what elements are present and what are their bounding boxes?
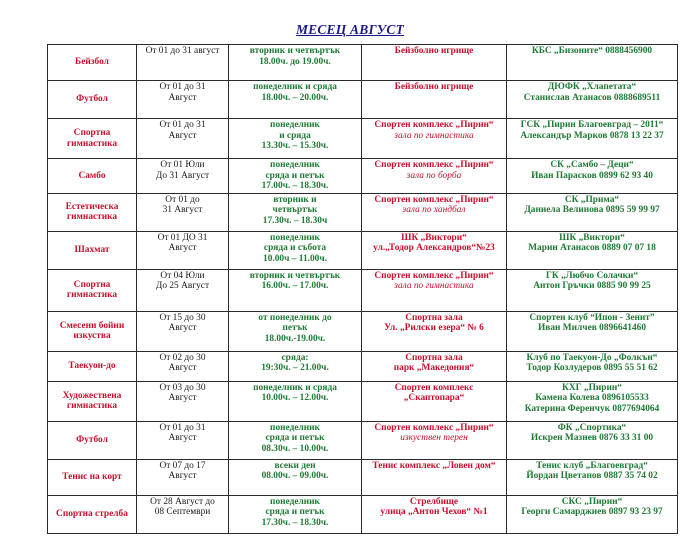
place-cell — [362, 269, 507, 311]
time-line: сряда: — [281, 352, 309, 363]
period-line: От 01 до 31 август — [145, 46, 220, 56]
period-line: От 07 до 17 — [159, 460, 206, 471]
period-cell — [137, 351, 229, 381]
page-title: МЕСЕЦ АВГУСТ — [295, 22, 405, 37]
contact-cell — [507, 381, 678, 421]
contact-line: КХГ „Пирин“ — [562, 382, 622, 393]
period-line: От 01 до 31 — [159, 422, 206, 433]
time-line: 10.00ч – 11.00ч. — [263, 253, 327, 264]
contact-line: Иван Парасков 0899 62 93 40 — [531, 170, 653, 181]
contact-cell — [507, 159, 678, 194]
time-cell — [229, 381, 362, 421]
time-line: 18.00ч.-19.00ч. — [264, 333, 326, 344]
time-cell — [229, 45, 362, 81]
place-cell — [362, 193, 507, 231]
period-line: От 28 Август до — [150, 496, 215, 507]
contact-cell — [507, 269, 678, 311]
contact-line: ГСК „Пирин Благоевград – 2011“ — [520, 120, 664, 130]
place-note: зала по борба — [406, 170, 462, 181]
table-row — [48, 421, 678, 459]
time-line: 10.00ч. – 12.00ч. — [261, 393, 329, 404]
place-name: улица „Антон Чехов“ №1 — [380, 507, 488, 518]
table-row — [48, 351, 678, 381]
sport-cell: Футбол — [48, 81, 137, 119]
sport-cell: Смесени бойни изкуства — [48, 311, 137, 351]
contact-cell — [507, 119, 678, 159]
sport-cell: Естетическа гимнастика — [48, 193, 137, 231]
place-note: зала по хандбал — [402, 205, 466, 216]
contact-line: СК „Самбо – Деци“ — [550, 160, 634, 170]
period-line: От 04 Юли — [160, 270, 205, 281]
table-row — [48, 459, 678, 495]
period-cell — [137, 311, 229, 351]
period-line: От 01 ДО 31 — [157, 232, 208, 243]
time-cell — [229, 495, 362, 533]
sport-cell: Футбол — [48, 421, 137, 459]
table-row — [48, 159, 678, 194]
time-line: 08.30ч. – 10.00ч. — [261, 443, 329, 454]
contact-line: Искрен Мазнев 0876 33 31 00 — [530, 433, 654, 444]
contact-line: Тодор Козлудеров 0895 55 51 62 — [526, 363, 658, 374]
contact-cell — [507, 81, 678, 119]
time-line: сряда и петък — [265, 507, 325, 518]
contact-cell — [507, 231, 678, 269]
table-row — [48, 81, 678, 119]
period-cell — [137, 269, 229, 311]
place-name: Стрелбище — [409, 496, 459, 507]
time-line: понеделник и сряда — [253, 382, 337, 393]
table-row — [48, 193, 678, 231]
time-line: 16.00ч. – 17.00ч. — [261, 281, 329, 292]
period-cell — [137, 45, 229, 81]
table-row — [48, 231, 678, 269]
time-line: 17.30ч. – 18.30ч. — [261, 517, 329, 528]
contact-line: Тенис клуб „Благоевград“ — [536, 460, 648, 471]
contact-line: СК „Прима“ — [564, 194, 620, 205]
place-cell — [362, 311, 507, 351]
table-row — [48, 381, 678, 421]
sport-cell: Спортна стрелба — [48, 495, 137, 533]
time-line: петък — [282, 323, 308, 334]
period-cell — [137, 193, 229, 231]
schedule-table-body — [48, 45, 678, 534]
table-row — [48, 311, 678, 351]
contact-line: Камена Колева 0896105533 — [535, 393, 649, 404]
period-line: 08 Септември — [154, 507, 211, 518]
place-cell — [362, 495, 507, 533]
table-row — [48, 119, 678, 159]
place-cell — [362, 159, 507, 194]
time-cell — [229, 81, 362, 119]
contact-line: КБС „Бизоните“ 0888456900 — [531, 46, 653, 56]
time-cell — [229, 119, 362, 159]
time-line: понеделник — [270, 496, 320, 507]
time-cell — [229, 269, 362, 311]
contact-line: Спортен клуб “Ипон - Зенит” — [529, 312, 655, 323]
contact-line: Александър Марков 0878 13 22 37 — [520, 130, 664, 141]
time-line: сряда и петък — [265, 170, 325, 181]
place-note: изкуствен терен — [400, 433, 468, 444]
period-line: От 03 до 30 — [159, 382, 206, 393]
contact-cell — [507, 351, 678, 381]
time-cell — [229, 231, 362, 269]
period-line: Август — [168, 433, 197, 444]
time-line: понеделник — [270, 120, 320, 130]
contact-cell — [507, 45, 678, 81]
place-name: Спортен комплекс — [394, 382, 474, 393]
time-cell — [229, 159, 362, 194]
table-row — [48, 45, 678, 81]
contact-line: СКС „Пирин“ — [561, 496, 623, 507]
period-line: Август — [168, 243, 197, 254]
place-name: Спортен комплекс „Пирин“ — [374, 160, 494, 170]
time-cell — [229, 421, 362, 459]
period-line: Август — [168, 323, 197, 334]
period-line: Август — [168, 471, 197, 482]
time-line: от понеделник до — [258, 312, 332, 323]
period-cell — [137, 421, 229, 459]
contact-line: ФК „Спортика“ — [557, 422, 627, 433]
time-line: сряда и събота — [263, 243, 327, 254]
period-line: Август — [168, 130, 197, 141]
contact-line: Станислав Атанасов 0888689511 — [523, 92, 661, 103]
time-line: и сряда — [279, 130, 311, 141]
place-name: ШК „Виктори“ — [401, 232, 467, 243]
contact-cell — [507, 311, 678, 351]
time-line: вторник и четвъртък — [249, 270, 341, 281]
period-line: От 01 до 31 — [159, 120, 206, 130]
time-line: четвъртък — [272, 205, 318, 216]
period-cell — [137, 231, 229, 269]
place-name: Спортна зала — [405, 312, 463, 323]
place-name: ул.„Тодор Александров“№23 — [373, 243, 495, 254]
place-note: зала по гимнастика — [394, 130, 474, 141]
period-line: От 02 до 30 — [159, 352, 206, 363]
period-line: Август — [168, 92, 197, 103]
contact-cell — [507, 459, 678, 495]
table-row — [48, 495, 678, 533]
contact-cell — [507, 495, 678, 533]
period-cell — [137, 495, 229, 533]
time-cell — [229, 459, 362, 495]
place-name: Спортен комплекс „Пирин“ — [374, 120, 494, 130]
sport-cell: Самбо — [48, 159, 137, 194]
time-line: 18.00ч. – 20.00ч. — [261, 92, 329, 103]
period-cell — [137, 381, 229, 421]
time-line: 08.00ч. – 09.00ч. — [261, 471, 329, 482]
sport-cell: Бейзбол — [48, 45, 137, 81]
period-line: До 25 Август — [155, 281, 210, 292]
place-cell — [362, 421, 507, 459]
contact-line: Даниела Велинова 0895 59 99 97 — [524, 205, 660, 216]
contact-line: Клуб по Таекуон-До „Фолкън“ — [526, 352, 658, 363]
period-line: 31 Август — [162, 205, 203, 216]
place-name: Спортна зала — [405, 352, 463, 363]
period-line: От 01 до 31 — [159, 82, 206, 92]
period-line: Август — [168, 363, 197, 374]
place-name: Тенис комплекс „Ловен дом“ — [372, 460, 496, 471]
place-cell — [362, 45, 507, 81]
time-line: 19:30ч. – 21.00ч. — [261, 363, 329, 374]
time-line: 18.00ч. до 19.00ч. — [259, 56, 331, 67]
time-line: 17.30ч. – 18.30ч — [262, 215, 328, 226]
time-line: сряда и петък — [265, 433, 325, 444]
place-cell — [362, 231, 507, 269]
contact-line: Иван Милчев 0896641460 — [537, 323, 647, 334]
time-cell — [229, 311, 362, 351]
place-cell — [362, 459, 507, 495]
time-line: 17.00ч. – 18.30ч. — [261, 181, 329, 192]
period-cell — [137, 81, 229, 119]
sport-cell: Таекуон-до — [48, 351, 137, 381]
contact-cell — [507, 193, 678, 231]
period-cell — [137, 119, 229, 159]
contact-line: Катерина Ференчук 0877694064 — [524, 403, 660, 414]
sport-cell: Шахмат — [48, 231, 137, 269]
place-name: Бейзболно игрище — [394, 82, 474, 92]
place-note: зала по гимнастика — [394, 281, 474, 292]
place-cell — [362, 381, 507, 421]
time-cell — [229, 351, 362, 381]
place-cell — [362, 81, 507, 119]
contact-line: ГК „Любчо Солачки“ — [545, 270, 639, 281]
period-line: От 01 Юли — [160, 160, 205, 170]
place-name: парк „Македония“ — [393, 363, 475, 374]
time-line: вторник и четвъртък — [249, 46, 341, 56]
time-line: понеделник — [270, 232, 320, 243]
contact-line: Йордан Цветанов 0887 35 74 02 — [526, 471, 658, 482]
time-line: понеделник — [270, 160, 320, 170]
sport-cell: Спортна гимнастика — [48, 119, 137, 159]
place-cell — [362, 351, 507, 381]
schedule-table — [47, 44, 678, 534]
place-name: Спортен комплекс „Пирин“ — [374, 270, 494, 281]
table-row — [48, 269, 678, 311]
contact-line: ШК „Виктори“ — [559, 232, 625, 243]
time-line: 13.30ч. – 15.30ч. — [261, 141, 329, 152]
place-name: Спортен комплекс „Пирин“ — [374, 194, 494, 205]
contact-line: ДЮФК „Хлапетата“ — [547, 82, 637, 92]
contact-line: Антон Гръчки 0885 90 99 25 — [533, 281, 651, 292]
sport-cell: Спортна гимнастика — [48, 269, 137, 311]
place-name: „Скаптопара“ — [403, 393, 465, 404]
time-line: вторник и — [273, 194, 317, 205]
sport-cell: Тенис на корт — [48, 459, 137, 495]
place-cell — [362, 119, 507, 159]
time-line: всеки ден — [274, 460, 316, 471]
time-cell — [229, 193, 362, 231]
place-name: Бейзболно игрище — [394, 46, 474, 56]
time-line: понеделник — [270, 422, 320, 433]
period-cell — [137, 459, 229, 495]
period-cell — [137, 159, 229, 194]
contact-line: Марин Атанасов 0889 07 07 18 — [528, 243, 656, 254]
time-line: понеделник и сряда — [253, 82, 337, 92]
period-line: От 15 до 30 — [159, 312, 206, 323]
period-line: Август — [168, 393, 197, 404]
period-line: До 31 Август — [155, 170, 210, 181]
sport-cell: Художествена гимнастика — [48, 381, 137, 421]
period-line: От 01 до — [165, 194, 200, 205]
place-name: Ул. „Рилски езера“ № 6 — [384, 323, 484, 334]
contact-line: Георги Самарджиев 0897 93 23 97 — [521, 507, 663, 518]
contact-cell — [507, 421, 678, 459]
place-name: Спортен комплекс „Пирин“ — [374, 422, 494, 433]
